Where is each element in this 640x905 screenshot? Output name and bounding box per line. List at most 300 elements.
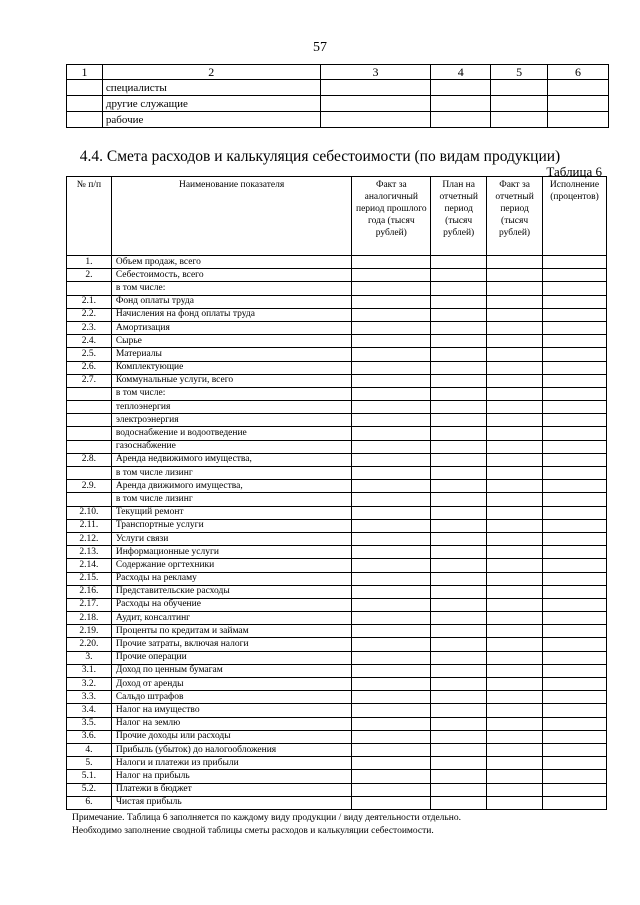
value-cell bbox=[352, 335, 431, 348]
row-number: 2.3. bbox=[67, 321, 112, 334]
table-row bbox=[67, 308, 607, 321]
table-row bbox=[67, 427, 607, 440]
value-cell bbox=[487, 638, 543, 651]
table-header-row bbox=[67, 177, 607, 256]
row-number bbox=[67, 282, 112, 295]
value-cell bbox=[487, 321, 543, 334]
table-row bbox=[67, 467, 607, 480]
value-cell bbox=[352, 506, 431, 519]
row-label: Транспортные услуги bbox=[111, 519, 352, 532]
value-cell bbox=[352, 796, 431, 809]
header-execution: Исполнение (процентов) bbox=[543, 177, 607, 256]
blank-cell bbox=[320, 80, 431, 96]
value-cell bbox=[487, 757, 543, 770]
table-row bbox=[67, 704, 607, 717]
value-cell bbox=[352, 493, 431, 506]
blank-cell bbox=[491, 80, 548, 96]
value-cell bbox=[431, 598, 487, 611]
value-cell bbox=[352, 532, 431, 545]
value-cell bbox=[543, 783, 607, 796]
value-cell bbox=[487, 585, 543, 598]
value-cell bbox=[431, 743, 487, 756]
value-cell bbox=[352, 387, 431, 400]
value-cell bbox=[487, 572, 543, 585]
value-cell bbox=[543, 678, 607, 691]
value-cell bbox=[487, 598, 543, 611]
row-number: 2.18. bbox=[67, 612, 112, 625]
value-cell bbox=[543, 625, 607, 638]
row-label: Объем продаж, всего bbox=[111, 256, 352, 269]
blank-cell bbox=[431, 96, 491, 112]
blank-cell bbox=[431, 112, 491, 128]
column-number-cell: 6 bbox=[548, 65, 609, 80]
value-cell bbox=[431, 493, 487, 506]
value-cell bbox=[487, 493, 543, 506]
row-number: 3.2. bbox=[67, 678, 112, 691]
row-label: Прочие доходы или расходы bbox=[111, 730, 352, 743]
header-plan: План на отчетный период (тысяч рублей) bbox=[431, 177, 487, 256]
value-cell bbox=[487, 546, 543, 559]
value-cell bbox=[431, 519, 487, 532]
row-label: Сырье bbox=[111, 335, 352, 348]
table-row bbox=[67, 559, 607, 572]
value-cell bbox=[487, 374, 543, 387]
value-cell bbox=[431, 467, 487, 480]
header-name: Наименование показателя bbox=[111, 177, 352, 256]
value-cell bbox=[431, 269, 487, 282]
value-cell bbox=[352, 598, 431, 611]
blank-cell bbox=[548, 112, 609, 128]
value-cell bbox=[352, 308, 431, 321]
table-row bbox=[67, 770, 607, 783]
row-number: 2.17. bbox=[67, 598, 112, 611]
table-body bbox=[67, 256, 607, 810]
row-label: Прочие затраты, включая налоги bbox=[111, 638, 352, 651]
value-cell bbox=[543, 743, 607, 756]
row-label: водоснабжение и водоотведение bbox=[111, 427, 352, 440]
row-number: 2.6. bbox=[67, 361, 112, 374]
value-cell bbox=[487, 361, 543, 374]
value-cell bbox=[543, 374, 607, 387]
row-label: Информационные услуги bbox=[111, 546, 352, 559]
value-cell bbox=[431, 572, 487, 585]
table-row bbox=[67, 348, 607, 361]
blank-cell bbox=[491, 112, 548, 128]
value-cell bbox=[543, 256, 607, 269]
value-cell bbox=[543, 453, 607, 466]
row-label: Аудит, консалтинг bbox=[111, 612, 352, 625]
row-label: Расходы на рекламу bbox=[111, 572, 352, 585]
table-row bbox=[67, 691, 607, 704]
row-label: Услуги связи bbox=[111, 532, 352, 545]
value-cell bbox=[431, 440, 487, 453]
row-label: Коммунальные услуги, всего bbox=[111, 374, 352, 387]
value-cell bbox=[543, 348, 607, 361]
row-number: 2.7. bbox=[67, 374, 112, 387]
row-number bbox=[67, 414, 112, 427]
table-row bbox=[67, 401, 607, 414]
table-row bbox=[67, 506, 607, 519]
row-number: 5.2. bbox=[67, 783, 112, 796]
row-label: Материалы bbox=[111, 348, 352, 361]
value-cell bbox=[352, 269, 431, 282]
row-label: Комплектующие bbox=[111, 361, 352, 374]
value-cell bbox=[543, 493, 607, 506]
note-line-1: Примечание. Таблица 6 заполняется по каждому виду продукции / виду деятельности отдельно. bbox=[72, 813, 461, 823]
row-number bbox=[67, 401, 112, 414]
value-cell bbox=[431, 730, 487, 743]
table-row bbox=[67, 96, 609, 112]
blank-cell bbox=[548, 80, 609, 96]
value-cell bbox=[431, 308, 487, 321]
table-label: Таблица 6 bbox=[546, 164, 602, 179]
value-cell bbox=[487, 467, 543, 480]
table-row bbox=[67, 796, 607, 809]
value-cell bbox=[352, 282, 431, 295]
value-cell bbox=[487, 770, 543, 783]
value-cell bbox=[543, 717, 607, 730]
value-cell bbox=[543, 506, 607, 519]
value-cell bbox=[352, 401, 431, 414]
row-label: газоснабжение bbox=[111, 440, 352, 453]
value-cell bbox=[431, 717, 487, 730]
value-cell bbox=[487, 717, 543, 730]
value-cell bbox=[352, 427, 431, 440]
value-cell bbox=[543, 532, 607, 545]
value-cell bbox=[352, 348, 431, 361]
value-cell bbox=[352, 256, 431, 269]
row-label: Налог на имущество bbox=[111, 704, 352, 717]
column-number-cell: 2 bbox=[102, 65, 320, 80]
value-cell bbox=[431, 453, 487, 466]
value-cell bbox=[487, 401, 543, 414]
row-label: Аренда движимого имущества, bbox=[111, 480, 352, 493]
row-label: Прочие операции bbox=[111, 651, 352, 664]
row-number: 2.16. bbox=[67, 585, 112, 598]
blank-cell bbox=[320, 112, 431, 128]
row-number bbox=[67, 427, 112, 440]
note-line-2: Необходимо заполнение сводной таблицы сметы расходов и калькуляции себестоимости. bbox=[72, 826, 434, 836]
value-cell bbox=[487, 559, 543, 572]
row-label: электроэнергия bbox=[111, 414, 352, 427]
row-label: в том числе: bbox=[111, 387, 352, 400]
row-label: в том числе лизинг bbox=[111, 493, 352, 506]
row-label: Амортизация bbox=[111, 321, 352, 334]
value-cell bbox=[487, 440, 543, 453]
value-cell bbox=[543, 770, 607, 783]
value-cell bbox=[352, 743, 431, 756]
value-cell bbox=[431, 374, 487, 387]
table-row bbox=[67, 361, 607, 374]
header-fact-prev: Факт за аналогичный период прошлого года (тысяч рублей) bbox=[352, 177, 431, 256]
value-cell bbox=[352, 664, 431, 677]
value-cell bbox=[487, 532, 543, 545]
table-row bbox=[67, 730, 607, 743]
value-cell bbox=[431, 256, 487, 269]
value-cell bbox=[352, 374, 431, 387]
row-label: Начисления на фонд оплаты труда bbox=[111, 308, 352, 321]
value-cell bbox=[543, 691, 607, 704]
table-row bbox=[67, 598, 607, 611]
value-cell bbox=[487, 651, 543, 664]
value-cell bbox=[543, 612, 607, 625]
row-number: 2.19. bbox=[67, 625, 112, 638]
row-number: 3.3. bbox=[67, 691, 112, 704]
row-label: Представительские расходы bbox=[111, 585, 352, 598]
table-row bbox=[67, 453, 607, 466]
value-cell bbox=[431, 704, 487, 717]
value-cell bbox=[487, 269, 543, 282]
row-label: рабочие bbox=[102, 112, 320, 128]
value-cell bbox=[431, 783, 487, 796]
value-cell bbox=[431, 691, 487, 704]
value-cell bbox=[431, 295, 487, 308]
blank-cell bbox=[67, 112, 103, 128]
table-row bbox=[67, 282, 607, 295]
table-row bbox=[67, 112, 609, 128]
value-cell bbox=[543, 480, 607, 493]
row-label: Чистая прибыль bbox=[111, 796, 352, 809]
table-row bbox=[67, 717, 607, 730]
value-cell bbox=[431, 282, 487, 295]
row-number bbox=[67, 493, 112, 506]
value-cell bbox=[487, 691, 543, 704]
row-number: 2.8. bbox=[67, 453, 112, 466]
value-cell bbox=[543, 269, 607, 282]
table-row bbox=[67, 532, 607, 545]
section-title: 4.4. Смета расходов и калькуляция себестоимости (по видам продукции) bbox=[79, 148, 561, 165]
row-number: 2.10. bbox=[67, 506, 112, 519]
value-cell bbox=[352, 730, 431, 743]
value-cell bbox=[352, 440, 431, 453]
value-cell bbox=[543, 796, 607, 809]
value-cell bbox=[543, 559, 607, 572]
row-number: 2. bbox=[67, 269, 112, 282]
value-cell bbox=[431, 585, 487, 598]
value-cell bbox=[543, 308, 607, 321]
table-row bbox=[67, 480, 607, 493]
value-cell bbox=[431, 361, 487, 374]
value-cell bbox=[352, 321, 431, 334]
value-cell bbox=[543, 427, 607, 440]
value-cell bbox=[431, 387, 487, 400]
blank-cell bbox=[548, 96, 609, 112]
value-cell bbox=[352, 559, 431, 572]
value-cell bbox=[487, 664, 543, 677]
row-number: 2.11. bbox=[67, 519, 112, 532]
value-cell bbox=[543, 585, 607, 598]
header-fact-cur: Факт за отчетный период (тысяч рублей) bbox=[487, 177, 543, 256]
value-cell bbox=[487, 414, 543, 427]
value-cell bbox=[352, 678, 431, 691]
row-number: 2.13. bbox=[67, 546, 112, 559]
value-cell bbox=[352, 480, 431, 493]
table-row bbox=[67, 256, 607, 269]
header-num: № п/п bbox=[67, 177, 112, 256]
value-cell bbox=[543, 401, 607, 414]
value-cell bbox=[487, 612, 543, 625]
table-row bbox=[67, 783, 607, 796]
value-cell bbox=[543, 638, 607, 651]
row-label: Фонд оплаты труда bbox=[111, 295, 352, 308]
value-cell bbox=[431, 546, 487, 559]
row-number: 3.1. bbox=[67, 664, 112, 677]
table-row bbox=[67, 80, 609, 96]
table-row bbox=[67, 546, 607, 559]
row-label: Налог на прибыль bbox=[111, 770, 352, 783]
value-cell bbox=[487, 387, 543, 400]
blank-cell bbox=[67, 96, 103, 112]
row-number: 2.2. bbox=[67, 308, 112, 321]
value-cell bbox=[431, 335, 487, 348]
table-row bbox=[67, 572, 607, 585]
value-cell bbox=[487, 256, 543, 269]
value-cell bbox=[431, 559, 487, 572]
value-cell bbox=[431, 427, 487, 440]
value-cell bbox=[487, 282, 543, 295]
value-cell bbox=[487, 427, 543, 440]
table-row bbox=[67, 651, 607, 664]
value-cell bbox=[487, 730, 543, 743]
table-row bbox=[67, 664, 607, 677]
value-cell bbox=[352, 691, 431, 704]
value-cell bbox=[543, 282, 607, 295]
row-label: Содержание оргтехники bbox=[111, 559, 352, 572]
value-cell bbox=[487, 506, 543, 519]
value-cell bbox=[543, 730, 607, 743]
value-cell bbox=[352, 704, 431, 717]
blank-cell bbox=[431, 80, 491, 96]
table-row bbox=[67, 321, 607, 334]
row-number: 3.4. bbox=[67, 704, 112, 717]
value-cell bbox=[352, 572, 431, 585]
value-cell bbox=[543, 387, 607, 400]
value-cell bbox=[487, 519, 543, 532]
table-row bbox=[67, 612, 607, 625]
row-number: 2.15. bbox=[67, 572, 112, 585]
page-number: 57 bbox=[313, 40, 327, 55]
row-number: 1. bbox=[67, 256, 112, 269]
blank-cell bbox=[320, 96, 431, 112]
value-cell bbox=[487, 783, 543, 796]
value-cell bbox=[543, 664, 607, 677]
value-cell bbox=[431, 796, 487, 809]
value-cell bbox=[431, 612, 487, 625]
table-row bbox=[67, 440, 607, 453]
value-cell bbox=[543, 335, 607, 348]
value-cell bbox=[352, 467, 431, 480]
value-cell bbox=[487, 295, 543, 308]
row-label: Налог на землю bbox=[111, 717, 352, 730]
blank-cell bbox=[491, 96, 548, 112]
row-number: 5. bbox=[67, 757, 112, 770]
value-cell bbox=[543, 414, 607, 427]
continuation-header-row bbox=[67, 65, 609, 80]
value-cell bbox=[543, 651, 607, 664]
value-cell bbox=[543, 519, 607, 532]
value-cell bbox=[431, 532, 487, 545]
value-cell bbox=[431, 348, 487, 361]
row-label: Налоги и платежи из прибыли bbox=[111, 757, 352, 770]
value-cell bbox=[352, 295, 431, 308]
value-cell bbox=[352, 770, 431, 783]
row-label: Прибыль (убыток) до налогообложения bbox=[111, 743, 352, 756]
value-cell bbox=[431, 638, 487, 651]
value-cell bbox=[487, 348, 543, 361]
value-cell bbox=[487, 453, 543, 466]
row-number bbox=[67, 440, 112, 453]
table-row bbox=[67, 625, 607, 638]
value-cell bbox=[487, 480, 543, 493]
value-cell bbox=[487, 678, 543, 691]
value-cell bbox=[431, 414, 487, 427]
table-row bbox=[67, 638, 607, 651]
value-cell bbox=[543, 440, 607, 453]
cost-estimate-table bbox=[66, 176, 607, 810]
value-cell bbox=[352, 651, 431, 664]
row-number: 6. bbox=[67, 796, 112, 809]
table-row bbox=[67, 493, 607, 506]
column-number-cell: 3 bbox=[320, 65, 431, 80]
row-number: 2.12. bbox=[67, 532, 112, 545]
continuation-table bbox=[66, 64, 609, 128]
table-row bbox=[67, 585, 607, 598]
value-cell bbox=[431, 651, 487, 664]
row-label: Расходы на обучение bbox=[111, 598, 352, 611]
row-number: 2.14. bbox=[67, 559, 112, 572]
value-cell bbox=[543, 704, 607, 717]
value-cell bbox=[487, 704, 543, 717]
row-number: 3.5. bbox=[67, 717, 112, 730]
table-row bbox=[67, 295, 607, 308]
value-cell bbox=[543, 361, 607, 374]
value-cell bbox=[352, 757, 431, 770]
value-cell bbox=[543, 757, 607, 770]
value-cell bbox=[543, 467, 607, 480]
table-row bbox=[67, 414, 607, 427]
row-label: Аренда недвижимого имущества, bbox=[111, 453, 352, 466]
table-row bbox=[67, 335, 607, 348]
row-number: 2.9. bbox=[67, 480, 112, 493]
table-row bbox=[67, 519, 607, 532]
table-row bbox=[67, 678, 607, 691]
value-cell bbox=[352, 453, 431, 466]
row-label: в том числе лизинг bbox=[111, 467, 352, 480]
value-cell bbox=[352, 638, 431, 651]
row-number: 2.1. bbox=[67, 295, 112, 308]
value-cell bbox=[431, 321, 487, 334]
table-row bbox=[67, 374, 607, 387]
value-cell bbox=[352, 585, 431, 598]
row-label: Проценты по кредитам и займам bbox=[111, 625, 352, 638]
table-row bbox=[67, 269, 607, 282]
row-label: Доход от аренды bbox=[111, 678, 352, 691]
row-label: специалисты bbox=[102, 80, 320, 96]
table-row bbox=[67, 743, 607, 756]
table-row bbox=[67, 387, 607, 400]
row-label: Доход по ценным бумагам bbox=[111, 664, 352, 677]
value-cell bbox=[543, 546, 607, 559]
value-cell bbox=[352, 625, 431, 638]
value-cell bbox=[352, 783, 431, 796]
row-number: 2.20. bbox=[67, 638, 112, 651]
value-cell bbox=[431, 401, 487, 414]
value-cell bbox=[431, 678, 487, 691]
table-row bbox=[67, 757, 607, 770]
row-label: Сальдо штрафов bbox=[111, 691, 352, 704]
row-number: 3.6. bbox=[67, 730, 112, 743]
row-label: теплоэнергия bbox=[111, 401, 352, 414]
